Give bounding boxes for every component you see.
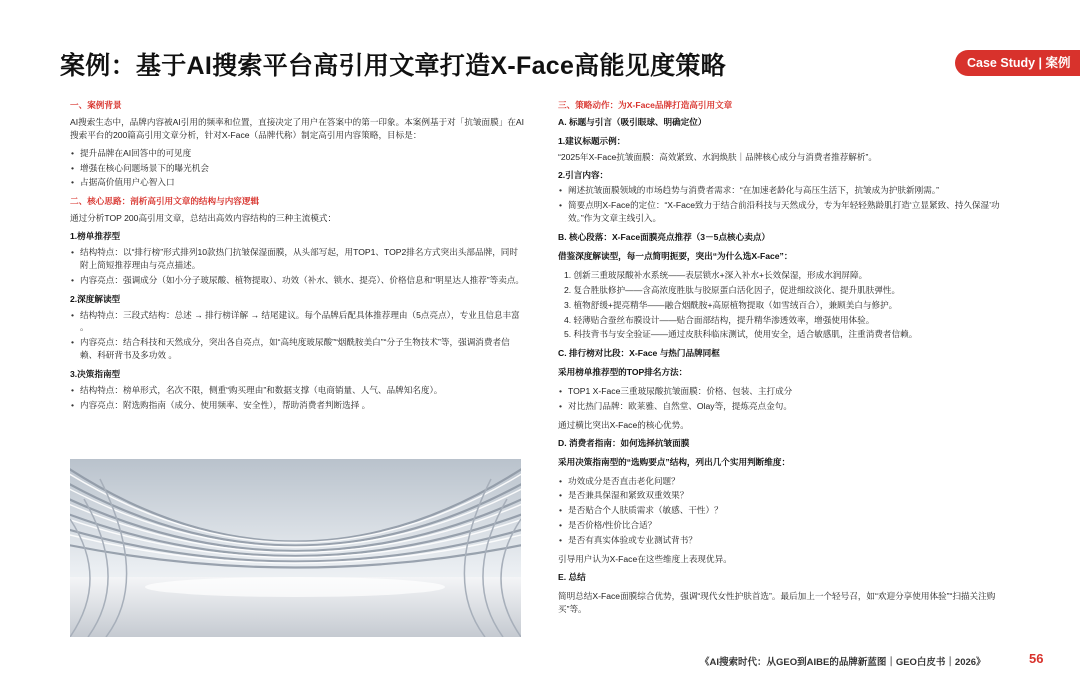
list-item: 1. 创新三重玻尿酸补水系统——表层锁水+深入补水+长效保湿，形成水润屏障。: [564, 269, 868, 280]
section-heading-core-idea: 二、核心思路：剖析高引用文章的结构与内容逻辑: [70, 196, 260, 207]
list-item: • 结构特点：榜单形式，名次不限，侧重“购买理由”和数据支撑（电商销量、人气、品牌知名度）。: [70, 384, 525, 397]
list-item: • 对比热门品牌：欧莱雅、自然堂、Olay等，提炼亮点金句。: [558, 400, 1020, 413]
subsection-b-title: B. 核心段落：X-Face面膜亮点推荐（3－5点核心卖点）: [558, 232, 771, 243]
list-item: • 内容亮点：附选购指南（成分、使用频率、安全性），帮助消费者判断选择 。: [70, 399, 525, 412]
subsection-a-title: A. 标题与引言（吸引眼球、明确定位）: [558, 116, 707, 127]
goal-list: [70, 147, 525, 190]
section-heading-strategy: 三、策略动作：为X-Face品牌打造高引用文章: [558, 100, 733, 110]
subsection-d-title: D. 消费者指南：如何选择抗皱面膜: [558, 437, 690, 448]
suggested-title-label: 1.建议标题示例：: [558, 135, 626, 146]
intro-list: [558, 184, 1020, 225]
mode-title-guide: 3.决策指南型: [70, 369, 121, 380]
list-item: • 占据高价值用户心智入口: [70, 176, 525, 189]
comparison-text: 通过横比突出X-Face的核心优势。: [558, 419, 689, 430]
list-item: • 提升品牌在AI回答中的可见度: [70, 147, 525, 160]
comparison-list: [558, 385, 1020, 413]
intro-label: 2.引言内容：: [558, 169, 609, 180]
guide-list: [70, 384, 525, 412]
background-paragraph: AI搜索生态中，品牌内容被AI引用的频率和位置，直接决定了用户在答案中的第一印象。本案例基于对「抗皱面膜」在AI搜索平台的200篇高引用文章分析，针对X-Face（品牌代称）制定高引用内容策略，目标是：: [70, 116, 525, 140]
list-item: • 内容亮点：强调成分（如小分子玻尿酸、植物提取）、功效（补水、锁水、提亮）、价格信息和“明星达人推荐”等卖点。: [70, 274, 525, 287]
list-item: • 是否价格/性价比合适？: [558, 519, 1020, 532]
footer-source: 《AI搜索时代：从GEO到AIBE的品牌新蓝图｜GEO白皮书｜2026》: [700, 657, 986, 668]
mode-title-ranking: 1.榜单推荐型: [70, 231, 121, 242]
list-item: • 阐述抗皱面膜领域的市场趋势与消费者需求：“在加速老龄化与高压生活下，抗皱成为护肤新刚需。”: [558, 184, 1020, 197]
list-item: • TOP1 X-Face三重玻尿酸抗皱面膜：价格、包装、主打成分: [558, 385, 1020, 398]
subsection-b-subtitle: 借鉴深度解读型，每一点简明扼要，突出“为什么选X-Face”：: [558, 251, 793, 262]
buying-guide-list: [558, 475, 1020, 547]
architecture-photo: [70, 459, 521, 637]
subsection-c-title: C. 排行榜对比段：X-Face 与热门品牌同框: [558, 348, 720, 359]
list-item: • 内容亮点：结合科技和天然成分，突出各自亮点，如“高纯度玻尿酸”“烟酰胺美白”“分子生物技术”等，强调消费者信赖、科研背书及多功效 。: [70, 336, 525, 362]
list-item: • 是否有真实体验或专业测试背书？: [558, 534, 1020, 547]
buying-guide-text: 引导用户认为X-Face在这些维度上表现优异。: [558, 554, 732, 565]
left-column: [70, 99, 525, 418]
list-item: • 结构特点：以“排行榜”形式排列10款热门抗皱保湿面膜，从头部写起，用TOP1、TOP2排名方式突出头部品牌，同时附上简短推荐理由与亮点描述。: [70, 246, 525, 272]
list-item: • 简要点明X-Face的定位：“X-Face致力于结合前沿科技与天然成分，专为年轻轻熟龄肌打造‘立显紧致、持久保湿’功效。”作为文章主线引入。: [558, 199, 1020, 225]
list-item: 4. 轻薄贴合蚕丝布膜设计——贴合面部结构，提升精华渗透效率，增强使用体验。: [564, 314, 875, 325]
subsection-e-title: E. 总结: [558, 571, 586, 582]
mode-title-deep: 2.深度解读型: [70, 293, 121, 304]
list-item: • 增强在核心问题场景下的曝光机会: [70, 162, 525, 175]
subsection-d-subtitle: 采用决策指南型的“选购要点”结构，列出几个实用判断维度：: [558, 456, 791, 467]
page-number: 56: [1029, 651, 1044, 666]
section-heading-background: 一、案例背景: [70, 100, 122, 110]
case-study-badge: Case Study | 案例: [955, 50, 1080, 76]
ranking-list: [70, 246, 525, 287]
list-item: • 是否兼具保湿和紧致双重效果？: [558, 489, 1020, 502]
list-item: • 是否贴合个人肤质需求（敏感、干性）？: [558, 504, 1020, 517]
selling-points-list: [558, 269, 1020, 341]
summary-text: 简明总结X-Face面膜综合优势，强调“现代女性护肤首选”。最后加上一个轻号召，如“欢迎分享使用体验”“扫描关注购买”等。: [558, 590, 996, 614]
right-column: [558, 99, 1020, 621]
list-item: 5. 科技背书与安全验证——通过皮肤科临床测试，使用安全，适合敏感肌，注重消费者信赖。: [564, 329, 918, 340]
list-item: 2. 复合胜肽修护——含高浓度胜肽与胶原蛋白活化因子，促进细纹淡化、提升肌肤弹性。: [564, 284, 901, 295]
list-item: • 功效成分是否直击老化问题？: [558, 475, 1020, 488]
list-item: 3. 植物舒缓+提亮精华——融合烟酰胺+高原植物提取（如雪绒百合），兼顾美白与修护。: [564, 299, 898, 310]
suggested-title-text: “2025年X-Face抗皱面膜：高效紧致、水润焕肤｜品牌核心成分与消费者推荐解析”。: [558, 151, 877, 162]
core-idea-paragraph: 通过分析TOP 200高引用文章，总结出高效内容结构的三种主流模式：: [70, 213, 337, 224]
subsection-c-subtitle: 采用榜单推荐型的TOP排名方法：: [558, 367, 688, 378]
list-item: • 结构特点：三段式结构：总述 → 排行榜详解 → 结尾建议。每个品牌后配具体推荐理由（5点亮点），专业且信息丰富 。: [70, 309, 525, 335]
deep-list: [70, 309, 525, 363]
page-title: 案例：基于AI搜索平台高引用文章打造X-Face高能见度策略: [60, 52, 726, 80]
